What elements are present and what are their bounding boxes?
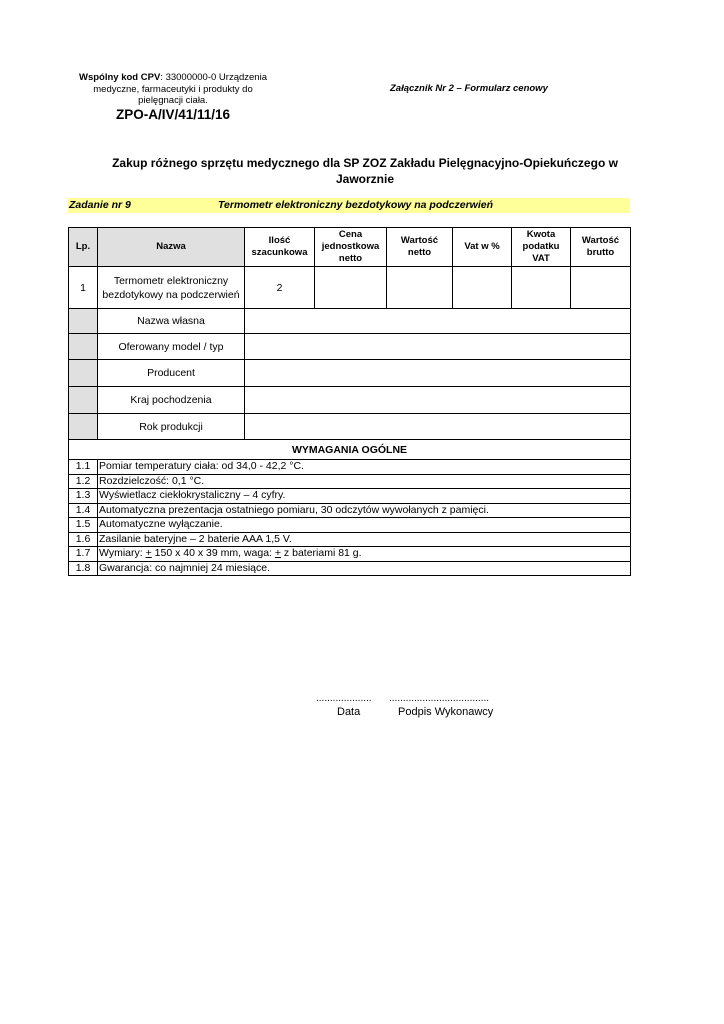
col-ilosc: Ilość szacunkowa bbox=[245, 228, 315, 267]
price-table bbox=[68, 227, 631, 460]
annex-label: Załącznik Nr 2 – Formularz cenowy bbox=[390, 83, 548, 94]
signature-label: Podpis Wykonawcy bbox=[398, 706, 494, 718]
info-row bbox=[69, 360, 631, 387]
requirements-table bbox=[68, 459, 631, 576]
col-nazwa: Nazwa bbox=[98, 228, 245, 267]
cpv-text-3: pielęgnacji ciała. bbox=[138, 95, 208, 106]
requirement-row bbox=[69, 532, 631, 547]
requirement-text: Wyświetlacz ciekłokrystaliczny – 4 cyfry. bbox=[98, 489, 631, 504]
table-row bbox=[69, 267, 631, 309]
date-dots: .................... bbox=[316, 693, 372, 704]
requirement-text: Pomiar temperatury ciała: od 34,0 - 42,2 °C. bbox=[98, 460, 631, 475]
cpv-text-1: : 33000000-0 Urządzenia bbox=[160, 72, 267, 83]
info-label: Kraj pochodzenia bbox=[98, 387, 245, 414]
info-value-kraj[interactable] bbox=[245, 387, 631, 414]
cell-net-value[interactable] bbox=[387, 267, 453, 309]
requirement-row bbox=[69, 489, 631, 504]
info-row bbox=[69, 387, 631, 414]
reference-number: ZPO-A/IV/41/11/16 bbox=[115, 107, 231, 122]
col-kwota-vat: Kwota podatku VAT bbox=[512, 228, 571, 267]
cpv-text-2: medyczne, farmaceutyki i produkty do bbox=[93, 83, 253, 95]
info-value-producent[interactable] bbox=[245, 360, 631, 387]
requirement-number: 1.7 bbox=[69, 547, 98, 562]
requirement-number: 1.6 bbox=[69, 532, 98, 547]
col-wartosc-netto: Wartość netto bbox=[387, 228, 453, 267]
cell-vat-rate[interactable] bbox=[453, 267, 512, 309]
info-value-nazwa-wlasna[interactable] bbox=[245, 309, 631, 334]
requirement-number: 1.3 bbox=[69, 489, 98, 504]
cpv-code bbox=[68, 72, 278, 107]
requirement-text: Automatyczna prezentacja ostatniego pomiaru, 30 odczytów wywołanych z pamięci. bbox=[98, 503, 631, 518]
requirement-text: Rozdzielczość: 0,1 °C. bbox=[98, 474, 631, 489]
col-vat: Vat w % bbox=[453, 228, 512, 267]
row-quantity: 2 bbox=[245, 267, 315, 309]
title-line-1: Zakup różnego sprzętu medycznego dla SP ZOZ Zakładu Pielęgnacyjno-Opiekuńczego w bbox=[112, 156, 618, 170]
info-row bbox=[69, 334, 631, 360]
requirement-number: 1.5 bbox=[69, 518, 98, 533]
cpv-label: Wspólny kod CPV bbox=[79, 72, 161, 83]
info-label: Producent bbox=[98, 360, 245, 387]
document-title bbox=[95, 155, 635, 187]
requirement-number: 1.1 bbox=[69, 460, 98, 475]
requirement-row bbox=[69, 518, 631, 533]
col-cena: Cena jednostkowa netto bbox=[315, 228, 387, 267]
requirement-row bbox=[69, 474, 631, 489]
signature-dots: .................................... bbox=[389, 693, 490, 704]
section-title: WYMAGANIA OGÓLNE bbox=[69, 440, 631, 460]
info-row bbox=[69, 414, 631, 440]
requirement-row bbox=[69, 460, 631, 475]
date-label: Data bbox=[337, 706, 361, 718]
task-label: Zadanie nr 9 bbox=[69, 199, 131, 211]
requirement-number: 1.2 bbox=[69, 474, 98, 489]
info-label: Nazwa własna bbox=[98, 309, 245, 334]
title-line-2: Jaworznie bbox=[335, 172, 395, 186]
requirement-row bbox=[69, 547, 631, 562]
info-label: Oferowany model / typ bbox=[98, 334, 245, 360]
info-value-model[interactable] bbox=[245, 334, 631, 360]
cell-vat-amount[interactable] bbox=[512, 267, 571, 309]
row-lp: 1 bbox=[69, 267, 98, 309]
requirement-row bbox=[69, 503, 631, 518]
task-bar bbox=[68, 198, 630, 213]
col-lp: Lp. bbox=[69, 228, 98, 267]
table-header bbox=[69, 228, 631, 267]
requirement-number: 1.4 bbox=[69, 503, 98, 518]
info-value-rok[interactable] bbox=[245, 414, 631, 440]
section-row bbox=[69, 440, 631, 460]
requirement-text: Gwarancja: co najmniej 24 miesiące. bbox=[98, 561, 631, 576]
requirement-text: Automatyczne wyłączanie. bbox=[98, 518, 631, 533]
task-description: Termometr elektroniczny bezdotykowy na podczerwień bbox=[218, 199, 494, 211]
col-brutto: Wartość brutto bbox=[571, 228, 631, 267]
cell-gross-value[interactable] bbox=[571, 267, 631, 309]
requirement-text: Zasilanie bateryjne – 2 baterie AAA 1,5 V. bbox=[98, 532, 631, 547]
info-row bbox=[69, 309, 631, 334]
info-label: Rok produkcji bbox=[98, 414, 245, 440]
requirement-number: 1.8 bbox=[69, 561, 98, 576]
row-name: Termometr elektroniczny bezdotykowy na podczerwień bbox=[98, 267, 245, 309]
requirement-row bbox=[69, 561, 631, 576]
requirement-text: Wymiary: + 150 x 40 x 39 mm, waga: + z bateriami 81 g. bbox=[98, 547, 631, 562]
cell-unit-price[interactable] bbox=[315, 267, 387, 309]
